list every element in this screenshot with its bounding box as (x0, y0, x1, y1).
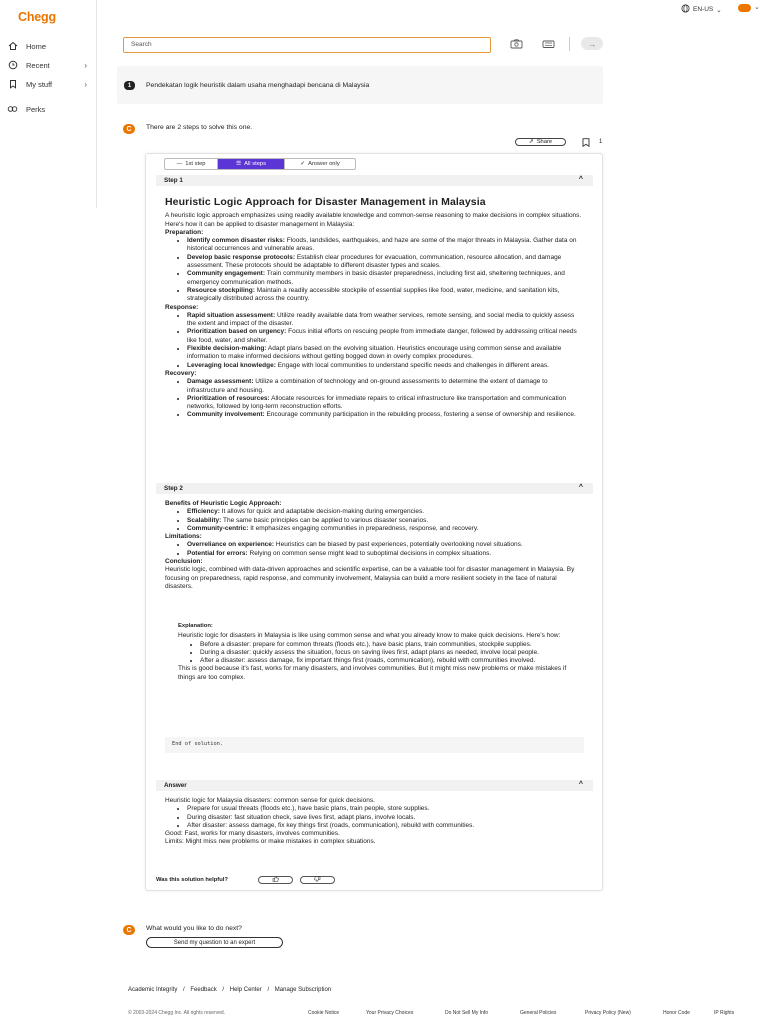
code-block (165, 737, 584, 753)
answer-limits: Limits: Might miss new problems or make mistakes in complex situations. (165, 838, 376, 846)
intro-paragraph: A heuristic logic approach emphasizes using readily available knowledge and common-sense reasoning to make decisions in complex situations. Here's how it can be applied to disaster management in Malaysia: (165, 212, 582, 228)
list-item: • Scalability: The same basic principles can be applied to various disaster scenarios. (187, 517, 585, 525)
tab-answer-only[interactable] (285, 159, 355, 169)
step-2-content (165, 500, 585, 591)
list-item: • During a disaster: quickly assess the situation, focus on saving lives first, adapt plans as needed, involve local people. (200, 649, 578, 657)
explanation-intro: Heuristic logic for disasters in Malaysia is like using common sense and what you already know to make quick decisions. Here's how: (178, 632, 561, 640)
globe-icon (681, 4, 690, 15)
answer-header[interactable] (156, 780, 593, 791)
avatar[interactable] (738, 4, 751, 12)
explanation-block (178, 622, 578, 682)
section-heading: Response: (165, 303, 199, 311)
list-item: • Community engagement: Train community members in basic disaster preparedness, including first aid, sheltering techniques, and emergency communication methods. (187, 270, 585, 287)
language-selector[interactable] (681, 4, 722, 15)
arrow-right-icon: → (587, 38, 597, 49)
footer-link-manage-subscription[interactable]: Manage Subscription (274, 987, 332, 993)
send-to-expert-button[interactable]: Send my question to an expert (146, 937, 283, 948)
list-icon: ☰ (235, 161, 242, 167)
section-heading: Recovery: (165, 369, 197, 377)
legal-link-ip-rights[interactable]: IP Rights (714, 1010, 735, 1016)
search-input[interactable] (123, 37, 491, 53)
list-item: • Develop basic response protocols: Establish clear procedures for evacuation, communication, resource allocation, and damage assessment. These protocols should be adaptable to different disaster types and scales. (187, 254, 585, 271)
chevron-up-icon[interactable]: ^ (578, 484, 583, 491)
footer-link-feedback[interactable]: Feedback (190, 987, 217, 993)
perks-icon (7, 104, 18, 115)
thumbs-up-button[interactable] (258, 876, 293, 884)
chevron-down-icon: ⌄ (716, 6, 722, 14)
tab-label: All steps (244, 161, 267, 167)
bookmark-count: 1 (599, 139, 603, 145)
step-label: Step 2 (164, 485, 183, 492)
sidebar-item-label: My stuff (26, 79, 53, 89)
step-1-content (165, 198, 585, 420)
list-item: • Community involvement: Encourage community participation in the rebuilding process, fostering a sense of ownership and resilience. (187, 411, 585, 419)
list-item: • After a disaster: assess damage, fix important things first (roads, communication), rebuild with communities involved. (200, 657, 578, 665)
footer-links (128, 987, 331, 993)
camera-icon[interactable] (509, 38, 523, 50)
thumbs-down-icon (314, 876, 321, 884)
toolbar-divider (569, 37, 570, 51)
list-item: • Damage assessment: Utilize a combination of technology and on-ground assessments to determine the extent of damage to infrastructure and housing. (187, 378, 585, 395)
search-placeholder: Search (131, 41, 152, 48)
preparation-list (165, 237, 585, 303)
list-item: • Leveraging local knowledge: Engage with local communities to understand specific needs and challenges in different areas. (187, 362, 585, 370)
answer-content (165, 797, 585, 847)
list-item: • Rapid situation assessment: Utilize readily available data from weather services, remote sensing, and social media to quickly assess the extent and impact of the disaster. (187, 312, 585, 329)
explanation-outro: This is good because it's fast, works for many disasters, and involves communities. But it might miss new problems or make mistakes if things are too complex. (178, 665, 567, 681)
section-heading: Conclusion: (165, 558, 203, 566)
sidebar-item-label: Perks (26, 104, 46, 114)
dash-icon: — (176, 161, 183, 167)
keyboard-icon[interactable] (541, 38, 555, 50)
footer-link-help-center[interactable]: Help Center (229, 987, 262, 993)
steps-info: There are 2 steps to solve this one. (146, 124, 253, 131)
chevron-right-icon: › (84, 79, 87, 89)
thumbs-down-button[interactable] (300, 876, 335, 884)
code-text: End of solution. (172, 741, 224, 747)
step-2-header[interactable] (156, 483, 593, 494)
sidebar-item-label: Home (26, 41, 47, 51)
legal-link-honor-code[interactable]: Honor Code (663, 1010, 690, 1016)
sidebar-item-recent[interactable] (7, 58, 91, 72)
legal-link-privacy-choices[interactable]: Your Privacy Choices (366, 1010, 414, 1016)
limitations-list (165, 541, 585, 558)
bookmark-icon[interactable] (582, 138, 590, 149)
legal-link-privacy-policy[interactable]: Privacy Policy (New) (585, 1010, 631, 1016)
sidebar-item-home[interactable] (7, 39, 91, 53)
submit-search-button[interactable] (581, 37, 603, 50)
list-item: • Efficiency: It allows for quick and adaptable decision-making during emergencies. (187, 508, 585, 516)
solution-title: Heuristic Logic Approach for Disaster Management in Malaysia (165, 196, 486, 208)
chegg-badge-icon: C (123, 925, 135, 935)
benefits-list (165, 508, 585, 533)
list-item: • Before a disaster: prepare for common threats (floods etc.), have basic plans, train communities, stockpile supplies. (200, 641, 578, 649)
bookmark-icon (7, 79, 18, 90)
footer-separator: / (267, 987, 270, 993)
conclusion-paragraph: Heuristic logic, combined with data-driven approaches and scientific expertise, can be a valuable tool for disaster management in Malaysia. By focusing on preparedness, rapid response, and community involvement, Malaysia can build a more resilient society in the face of natural disasters. (165, 566, 575, 590)
list-item: • Overreliance on experience: Heuristics can be biased by past experiences, potentially overlooking novel situations. (187, 541, 585, 549)
recovery-list (165, 378, 585, 419)
chevron-down-icon[interactable]: ⌄ (754, 4, 760, 11)
footer-separator: / (222, 987, 225, 993)
list-item: • Prioritization based on urgency: Focus initial efforts on rescuing people from immediate danger, followed by addressing critical needs like food, water, and shelter. (187, 328, 585, 345)
language-label: EN-US (693, 6, 714, 13)
tab-label: Answer only (308, 161, 340, 167)
section-heading: Benefits of Heuristic Logic Approach: (165, 500, 282, 507)
tab-1st-step[interactable] (165, 159, 217, 169)
chegg-badge-icon: C (123, 124, 135, 134)
helpful-prompt: Was this solution helpful? (156, 877, 228, 883)
section-heading: Limitations: (165, 533, 202, 541)
list-item: • Prepare for usual threats (floods etc.), have basic plans, train people, store supplies. (187, 805, 585, 813)
share-icon: ⇗ (528, 139, 534, 145)
response-list (165, 312, 585, 370)
list-item: • Flexible decision-making: Adapt plans based on the evolving situation. Heuristics encourage using common sense and available information to make informed decisions without getting bogged down in overly complex procedures. (187, 345, 585, 362)
sidebar-item-my-stuff[interactable] (7, 77, 91, 91)
next-question-prompt: What would you like to do next? (146, 925, 242, 932)
sidebar-item-label: Recent (26, 60, 50, 70)
section-heading: Preparation: (165, 228, 204, 236)
chevron-up-icon[interactable]: ^ (578, 781, 583, 788)
step-label: Step 1 (164, 177, 183, 184)
footer-separator: / (183, 987, 185, 993)
step-1-header[interactable] (156, 175, 593, 186)
list-item: • Resource stockpiling: Maintain a readily accessible stockpile of essential supplies like food, water, medicine, and sanitation kits, strategically distributed across the country. (187, 287, 585, 304)
tab-label: 1st step (185, 161, 206, 167)
share-label: Share (536, 139, 553, 145)
footer-link-academic-integrity[interactable]: Academic Integrity (128, 987, 178, 993)
share-button[interactable] (515, 138, 566, 146)
sidebar (0, 0, 97, 208)
chevron-right-icon: › (84, 60, 87, 70)
legal-link-cookie-notice[interactable]: Cookie Notice (308, 1010, 340, 1016)
question-badge: 1 (124, 81, 135, 90)
question-text: Pendekatan logik heuristik dalam usaha menghadapi bencana di Malaysia (146, 82, 370, 89)
thumbs-up-icon (272, 876, 279, 884)
list-item: • Identify common disaster risks: Floods, landslides, earthquakes, and haze are some of the major threats in Malaysia. Gather data on historical occurrences and vulnerable areas. (187, 237, 585, 254)
copyright: © 2003-2024 Chegg Inc. All rights reserved. (128, 1010, 226, 1016)
answer-list (165, 805, 585, 830)
home-icon (7, 41, 18, 52)
list-item: • During disaster: fast situation check, save lives first, adapt plans, involve locals. (187, 814, 585, 822)
legal-link-do-not-sell[interactable]: Do Not Sell My Info (445, 1010, 489, 1016)
list-item: • Potential for errors: Relying on common sense might lead to suboptimal decisions in complex situations. (187, 550, 585, 558)
list-item: • Community-centric: It emphasizes engaging communities in preparedness, response, and recovery. (187, 525, 585, 533)
chevron-up-icon[interactable]: ^ (578, 176, 583, 183)
list-item: • After disaster: assess damage, fix key things first (roads, communication), rebuild with communities. (187, 822, 585, 830)
explanation-label: Explanation: (178, 623, 213, 629)
step-view-tabs (164, 158, 356, 170)
explanation-list (178, 641, 578, 666)
answer-intro: Heuristic logic for Malaysia disasters: common sense for quick decisions. (165, 797, 375, 804)
answer-label: Answer (164, 782, 187, 789)
answer-good: Good: Fast, works for many disasters, involves communities. (165, 830, 340, 838)
check-icon: ✓ (300, 161, 306, 167)
list-item: • Prioritization of resources: Allocate resources for immediate repairs to critical infrastructure like transportation and communication networks, followed by long-term reconstruction efforts. (187, 395, 585, 412)
legal-link-general-policies[interactable]: General Policies (520, 1010, 557, 1016)
clock-icon (7, 60, 18, 71)
chegg-logo[interactable]: Chegg (18, 10, 56, 24)
sidebar-item-perks[interactable] (7, 102, 91, 116)
tab-all-steps[interactable] (217, 159, 285, 169)
